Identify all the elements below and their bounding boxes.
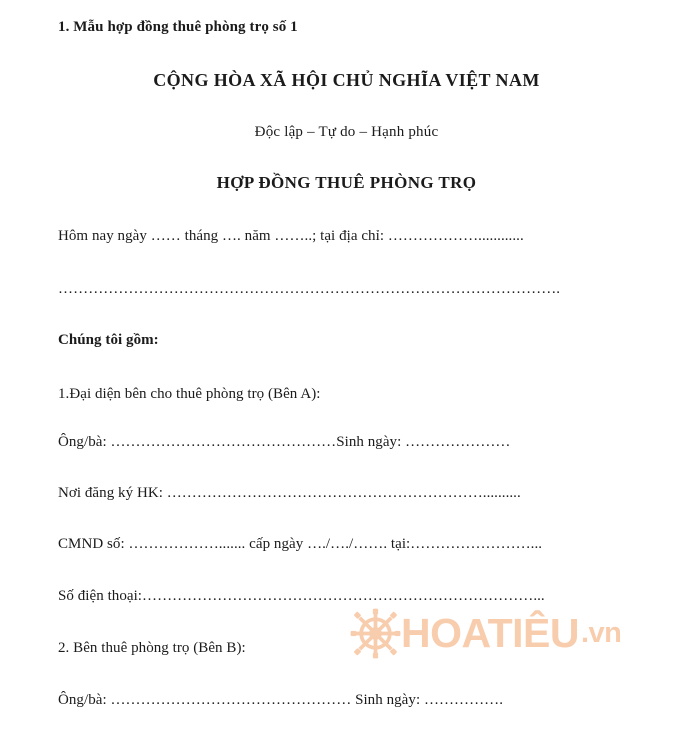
watermark-tld: .vn: [580, 617, 622, 649]
party-a-heading: 1.Đại diện bên cho thuê phòng trọ (Bên A):: [58, 386, 321, 402]
ship-wheel-icon: [349, 607, 402, 660]
contract-title: HỢP ĐỒNG THUÊ PHÒNG TRỌ: [216, 173, 477, 192]
section-heading: 1. Mẫu hợp đồng thuê phòng trọ số 1: [58, 19, 298, 35]
dotted-continuation-line: ……………………………………………………………………………………….: [58, 281, 561, 297]
party-a-residence-field: Nơi đăng ký HK: ………………………………………………………..........: [58, 485, 521, 501]
national-title: CỘNG HÒA XÃ HỘI CHỦ NGHĨA VIỆT NAM: [153, 70, 540, 90]
party-a-name-field: Ông/bà: ………………………………………Sinh ngày: …………………: [58, 434, 511, 450]
intro-line: Hôm nay ngày …… tháng …. năm ……..; tại địa chỉ: ………………............: [58, 228, 524, 244]
party-b-heading: 2. Bên thuê phòng trọ (Bên B):: [58, 640, 246, 656]
parties-heading: Chúng tôi gồm:: [58, 332, 159, 348]
party-b-name-field: Ông/bà: ………………………………………… Sinh ngày: …………….: [58, 692, 504, 708]
party-a-phone-field: Số điện thoại:……………………………………………………………………...: [58, 588, 545, 604]
national-motto: Độc lập – Tự do – Hạnh phúc: [254, 124, 439, 140]
watermark-brand: HOATIÊU: [401, 610, 579, 656]
watermark: [349, 607, 621, 660]
party-a-id-field: CMND số: ………………....... cấp ngày …./…./……. tại:……………………...: [58, 536, 543, 552]
